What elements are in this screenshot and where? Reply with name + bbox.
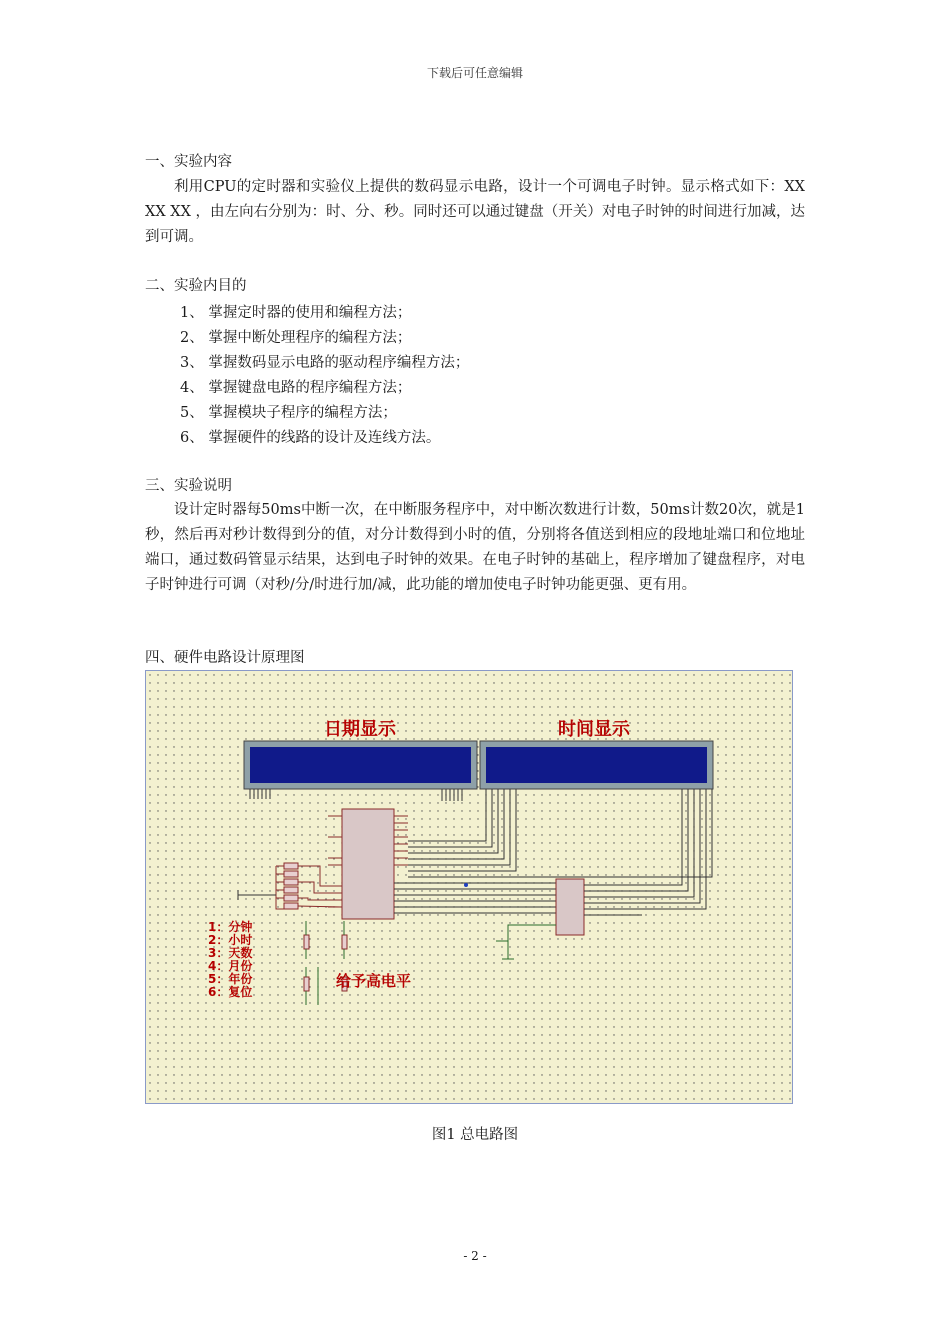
- latch-chip: [556, 879, 584, 935]
- section-4-title: 四、硬件电路设计原理图: [145, 650, 305, 666]
- objective-item: 1、 掌握定时器的使用和编程方法；: [180, 305, 412, 321]
- section-3-paragraph: 设计定时器每50ms中断一次，在中断服务程序中，对中断次数进行计数，50ms计数20次，就是1秒，然后再对秒计数得到分的值，对分计数得到小时的值，分别将各值送到相应的段地址端口和位地址端口，通过数码管显示结果，达到电子时钟的效果。在电子时钟的基础上，程序增加了键盘程序，对电子时钟进行可调（对秒/分/时进行加/减，此功能的增加使电子时钟功能更强、更有用。: [145, 502, 805, 593]
- objective-item: 3、 掌握数码显示电路的驱动程序编程方法；: [180, 355, 470, 371]
- page-number: - 2 -: [463, 1249, 487, 1263]
- page-header: 下载后可任意编辑: [426, 66, 523, 80]
- objective-item: 6、 掌握硬件的线路的设计及连线方法。: [180, 430, 441, 446]
- circuit-svg: [146, 671, 792, 1103]
- lcd-time-screen: [486, 747, 707, 783]
- figure-caption: 图1 总电路图: [431, 1127, 519, 1143]
- lcd-time-title: 时间显示: [558, 719, 630, 740]
- key-label: 3：天数: [208, 946, 253, 960]
- lcd-date-screen: [250, 747, 471, 783]
- lcd-date-title: 日期显示: [324, 719, 396, 740]
- high-level-label: 给予高电平: [336, 972, 412, 990]
- mcu-chip: [342, 809, 394, 919]
- key-label: 4：月份: [208, 959, 253, 973]
- circuit-diagram: [145, 670, 793, 1104]
- section-2-title: 二、实验内目的: [145, 278, 247, 294]
- key-label: 5：年份: [208, 972, 253, 986]
- objective-item: 4、 掌握键盘电路的程序编程方法；: [180, 380, 412, 396]
- objective-item: 2、 掌握中断处理程序的编程方法；: [180, 330, 412, 346]
- key-label: 1：分钟: [208, 920, 253, 934]
- section-1-title: 一、实验内容: [145, 154, 232, 170]
- section-1-paragraph: 利用CPU的定时器和实验仪上提供的数码显示电路，设计一个可调电子时钟。显示格式如下：XX XX XX ，由左向右分别为：时、分、秒。同时还可以通过键盘（开关）对电子时钟的时间进行加减，达到可调。: [145, 179, 805, 245]
- key-label: 2：小时: [208, 933, 253, 947]
- objective-item: 5、 掌握模块子程序的编程方法；: [180, 405, 397, 421]
- key-label: 6：复位: [208, 985, 253, 999]
- section-3-title: 三、实验说明: [145, 478, 232, 494]
